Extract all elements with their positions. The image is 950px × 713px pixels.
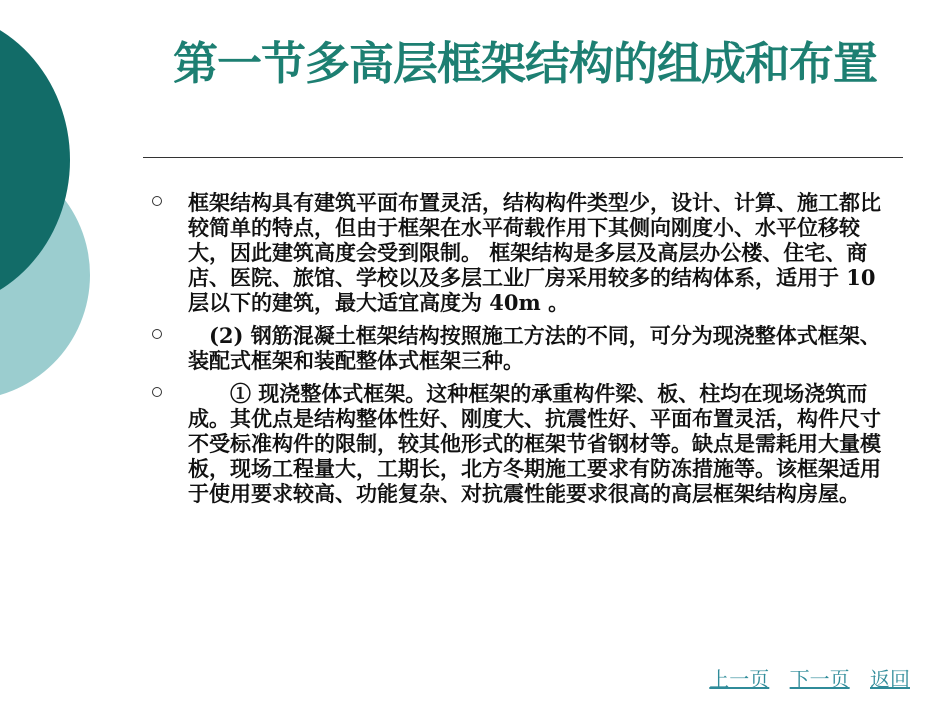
prev-page-link[interactable]: 上一页 xyxy=(709,667,770,691)
bullet-item xyxy=(150,381,895,506)
slide-title: 第一节多高层框架结构的组成和布置 xyxy=(172,37,877,90)
circle-bullet-icon xyxy=(152,329,162,339)
bullet-item xyxy=(150,323,895,373)
bullet-text: (2) 钢筋混凝土框架结构按照施工方法的不同，可分为现浇整体式框架、装配式框架和装配整体式框架三种。 xyxy=(188,323,881,373)
bullet-text: 框架结构具有建筑平面布置灵活，结构构件类型少，设计、计算、施工都比较简单的特点，但由于框架在水平荷载作用下其侧向刚度小、水平位移较大，因此建筑高度会受到限制。 框架结构是多层及高层办公楼、住宅、商店、医院、旅馆、学校以及多层工业厂房采用较多的结构体系，适用于 10 层以下的建筑，最大适宜高度为 40m 。 xyxy=(188,190,881,315)
bullet-item xyxy=(150,190,895,315)
bullet-list xyxy=(150,190,895,514)
next-page-link[interactable]: 下一页 xyxy=(789,667,850,691)
circle-bullet-icon xyxy=(152,196,162,206)
title-divider xyxy=(143,157,903,158)
slide-navigation xyxy=(695,663,910,692)
bullet-text: ① 现浇整体式框架。这种框架的承重构件梁、板、柱均在现场浇筑而成。其优点是结构整体性好、刚度大、抗震性好、平面布置灵活，构件尺寸不受标准构件的限制，较其他形式的框架节省钢材等。缺点是需耗用大量模板，现场工程量大，工期长，北方冬期施工要求有防冻措施等。该框架适用于使用要求较高、功能复杂、对抗震性能要求很高的高层框架结构房屋。 xyxy=(188,381,881,506)
back-link[interactable]: 返回 xyxy=(870,667,910,691)
circle-bullet-icon xyxy=(152,387,162,397)
